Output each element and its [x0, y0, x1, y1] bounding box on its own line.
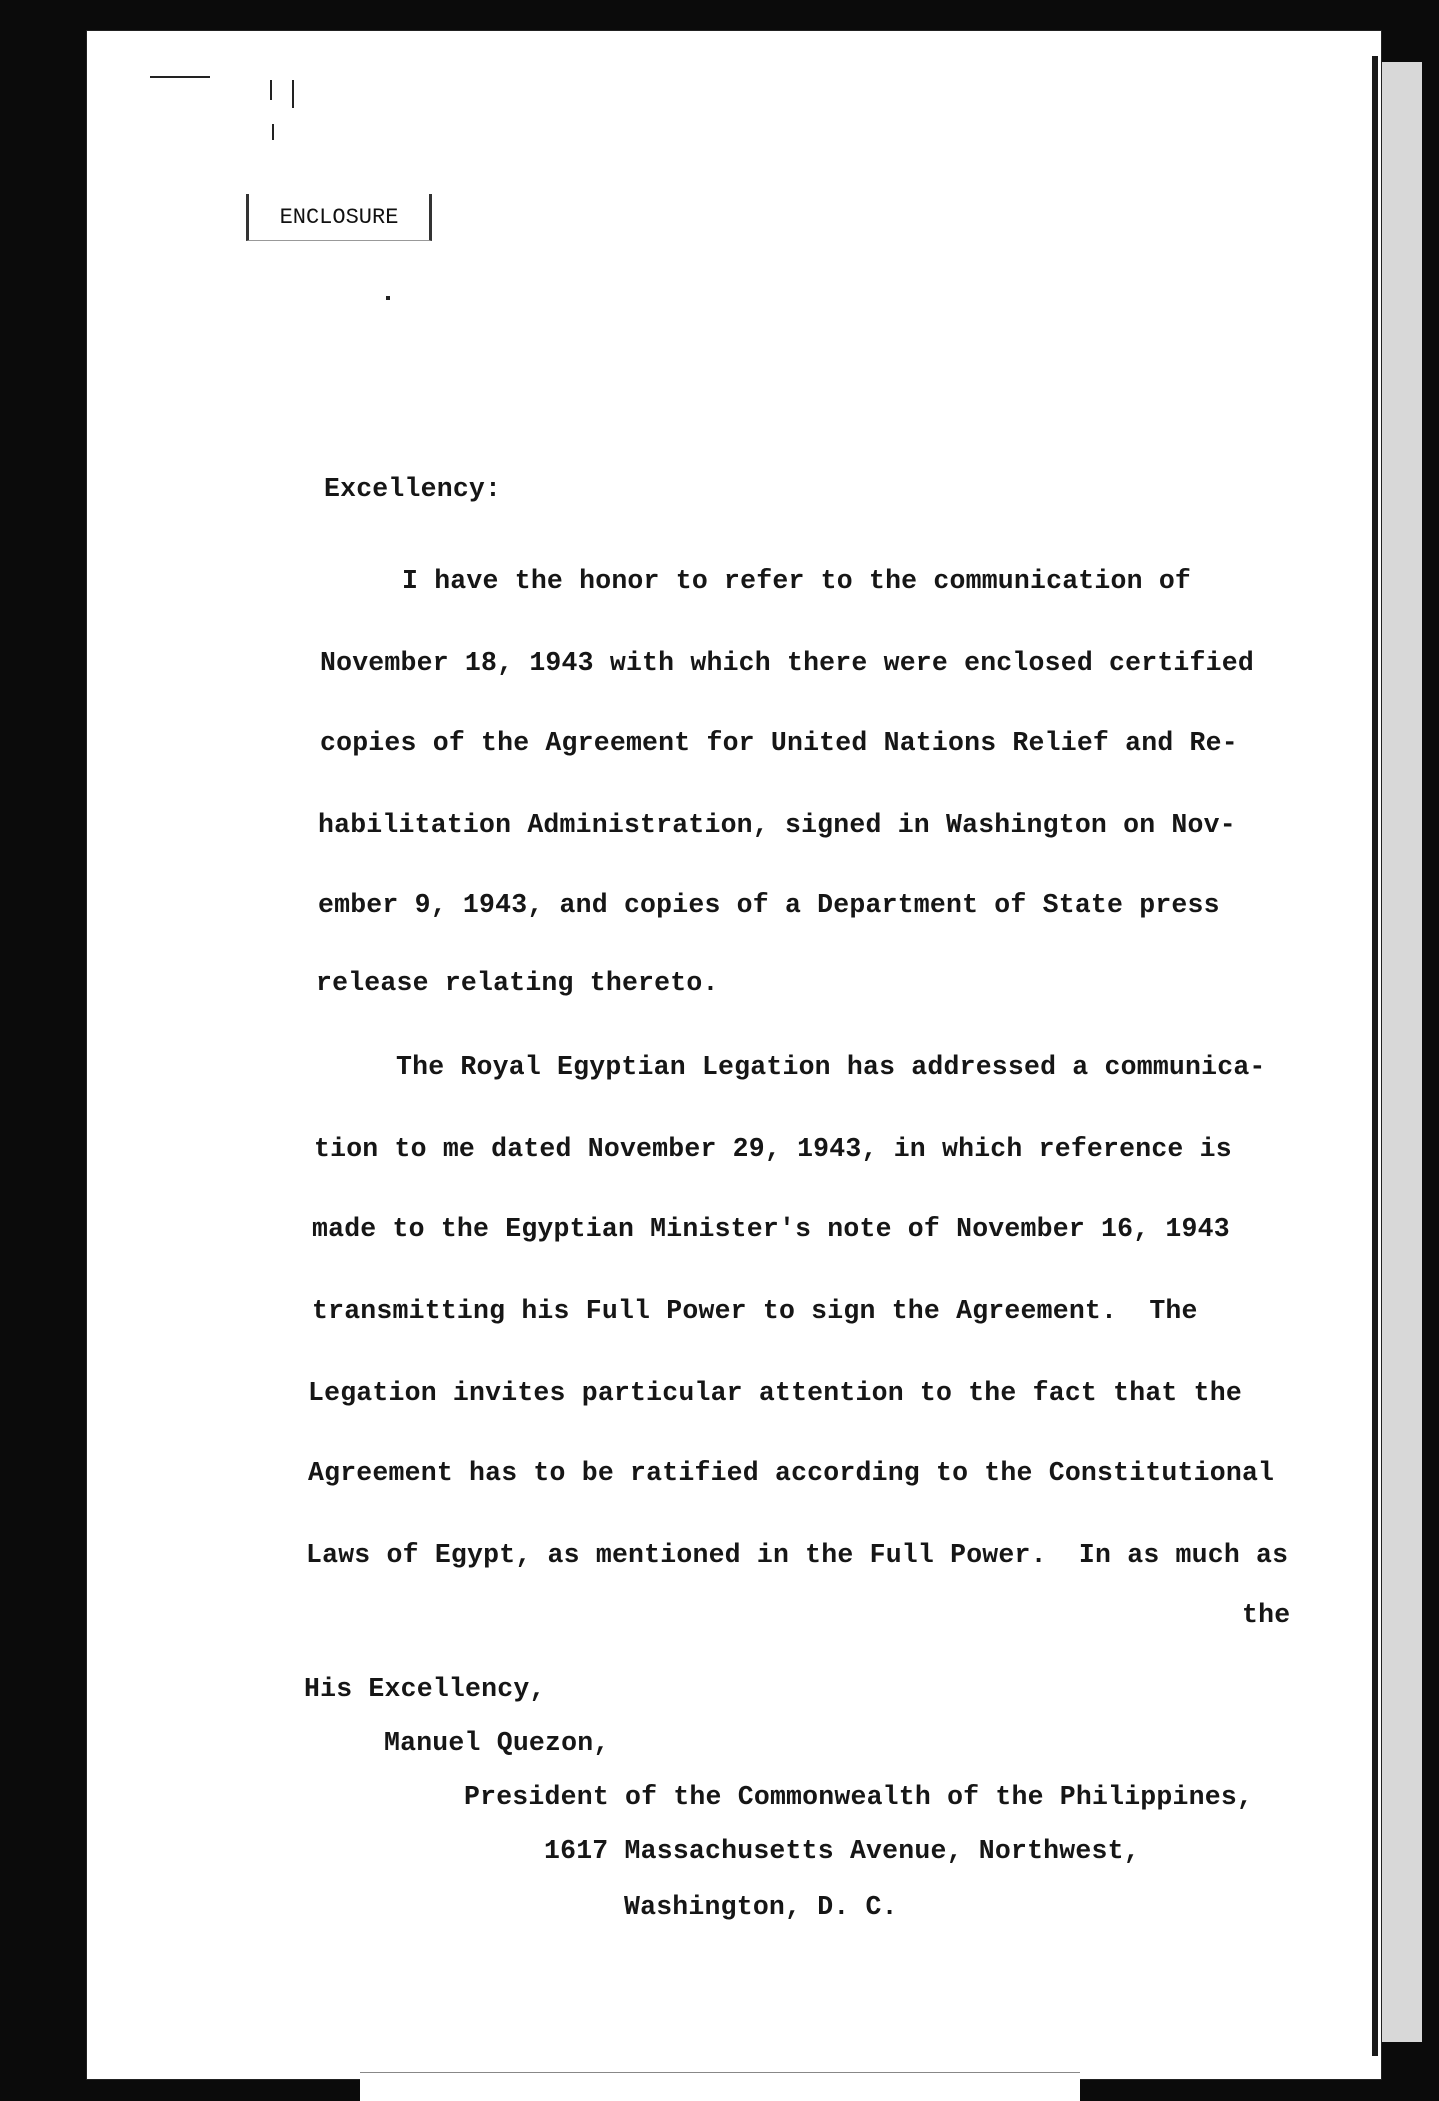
paragraph-2-line-3: made to the Egyptian Minister's note of November 16, 1943	[312, 1214, 1230, 1244]
paragraph-2-line-4: transmitting his Full Power to sign the Agreement. The	[312, 1296, 1198, 1326]
scan-mark	[270, 80, 272, 100]
addressee-line-3: President of the Commonwealth of the Philippines,	[464, 1782, 1254, 1812]
paragraph-1-line-1: I have the honor to refer to the communication of	[402, 566, 1192, 596]
addressee-line-1: His Excellency,	[304, 1674, 546, 1704]
page-edge-shadow	[1372, 56, 1378, 2056]
paragraph-1-line-4: habilitation Administration, signed in Washington on Nov-	[318, 810, 1236, 840]
scan-mark	[292, 80, 294, 108]
paragraph-1-line-6: release relating thereto.	[316, 968, 719, 998]
scan-mark	[150, 76, 210, 78]
paragraph-1-line-5: ember 9, 1943, and copies of a Department of State press	[318, 890, 1220, 920]
salutation: Excellency:	[324, 474, 502, 504]
paragraph-1-line-2: November 18, 1943 with which there were enclosed certified	[320, 648, 1254, 678]
paragraph-2-line-7: Laws of Egypt, as mentioned in the Full Power. In as much as	[306, 1540, 1289, 1570]
paragraph-2-line-5: Legation invites particular attention to the fact that the	[308, 1378, 1242, 1408]
addressee-line-4: 1617 Massachusetts Avenue, Northwest,	[544, 1836, 1140, 1866]
paragraph-2-line-2: tion to me dated November 29, 1943, in which reference is	[314, 1134, 1232, 1164]
paragraph-2-line-6: Agreement has to be ratified according to the Constitutional	[308, 1458, 1275, 1488]
addressee-line-2: Manuel Quezon,	[384, 1728, 610, 1758]
paragraph-2-line-1: The Royal Egyptian Legation has addressed a communica-	[396, 1052, 1266, 1082]
bottom-paper-slip	[360, 2072, 1080, 2101]
enclosure-stamp	[246, 194, 432, 241]
addressee-line-5: Washington, D. C.	[624, 1892, 898, 1922]
catchword: the	[1242, 1600, 1291, 1630]
paragraph-1-line-3: copies of the Agreement for United Nations Relief and Re-	[320, 728, 1238, 758]
scan-mark	[272, 124, 274, 140]
enclosure-stamp-label: ENCLOSURE	[279, 204, 399, 230]
scan-mark	[386, 296, 390, 300]
